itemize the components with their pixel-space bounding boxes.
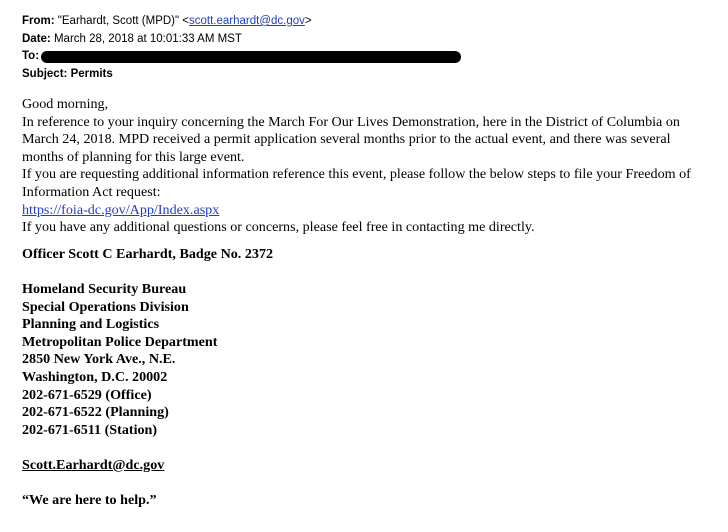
sig-line-division: Special Operations Division (22, 298, 189, 315)
subject-label: Subject: (22, 67, 68, 80)
to-label: To: (22, 50, 40, 62)
subject-value: Permits (70, 67, 113, 80)
sig-line-department: Metropolitan Police Department (22, 333, 218, 350)
email-body (22, 96, 712, 510)
signature-email[interactable]: Scott.Earhardt@dc.gov (22, 456, 165, 473)
from-email-link[interactable]: scott.earhardt@dc.gov (189, 15, 305, 27)
paragraph-contact: If you have any additional questions or concerns, please feel free in contacting me directly. (22, 219, 535, 236)
redaction-bar (41, 51, 461, 63)
officer-name: Officer Scott C Earhardt, Badge No. 2372 (22, 245, 274, 262)
date-label: Date: (22, 32, 51, 45)
sig-line-bureau: Homeland Security Bureau (22, 280, 187, 297)
sig-line-phone-planning: 202-671-6522 (Planning) (22, 404, 169, 421)
date-row (22, 31, 312, 49)
email-header (22, 13, 312, 83)
from-row (22, 13, 312, 31)
foia-link[interactable]: https://foia-dc.gov/App/Index.aspx (22, 201, 220, 218)
from-name: "Earhardt, Scott (MPD)" < (57, 15, 189, 27)
sig-line-phone-office: 202-671-6529 (Office) (22, 386, 152, 403)
from-label: From: (22, 15, 55, 27)
date-value: March 28, 2018 at 10:01:33 AM MST (53, 32, 242, 45)
paragraph-inquiry: In reference to your inquiry concerning the March For Our Lives Demonstration, here in the District of Columbia on March 24, 2018. MPD received a permit application several months prior to the actual event, and there was several months of planning for this large event. (22, 113, 680, 165)
subject-row (22, 66, 312, 84)
sig-line-street: 2850 New York Ave., N.E. (22, 351, 176, 368)
sig-line-phone-station: 202-671-6511 (Station) (22, 421, 158, 438)
signature-motto: “We are here to help.” (22, 492, 157, 509)
greeting: Good morning, (22, 96, 109, 112)
sig-line-city: Washington, D.C. 20002 (22, 368, 168, 385)
to-row (22, 48, 312, 66)
sig-line-planning: Planning and Logistics (22, 316, 160, 333)
paragraph-foia: If you are requesting additional information reference this event, please follow the below steps to file your Freedom of Information Act request: (22, 166, 691, 200)
from-close: > (304, 15, 312, 27)
